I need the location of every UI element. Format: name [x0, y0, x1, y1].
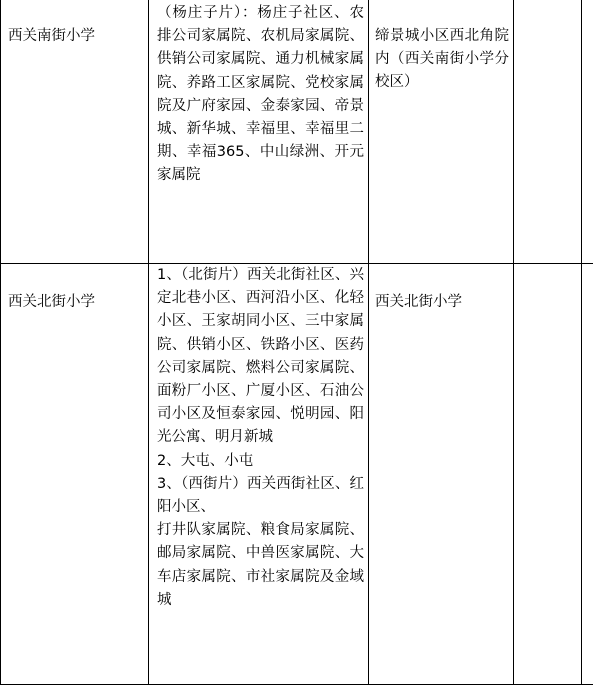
enrollment-area-text: [149, 264, 368, 612]
enrollment-area-cell: [149, 0, 369, 264]
enrollment-area-text: [149, 0, 368, 188]
empty-cell: [582, 0, 593, 264]
empty-cell: [514, 0, 582, 264]
school-name-cell: [1, 264, 149, 685]
school-location-cell: [369, 0, 514, 264]
school-location: 西关北街小学: [369, 264, 513, 314]
school-name: 西关北街小学: [1, 264, 148, 314]
area-paragraph: （杨庄子片）：杨庄子社区、农排公司家属院、农机局家属院、供销公司家属院、通力机械家属院、养路工区家属院、党校家属院及广府家园、金泰家园、帝景城、新华城、幸福里、幸福里二期、幸福365、中山绿洲、开元家属院: [157, 2, 364, 188]
school-name-cell: [1, 0, 149, 264]
school-location-cell: [369, 264, 514, 685]
empty-cell: [582, 264, 593, 685]
table-row: [1, 264, 593, 685]
empty-cell: [514, 264, 582, 685]
area-paragraph: 3、（西街片）西关西街社区、红阳小区、: [157, 473, 364, 519]
enrollment-area-cell: [149, 264, 369, 685]
area-paragraph: 1、（北街片）西关北街社区、兴定北巷小区、西河沿小区、化轻小区、王家胡同小区、三中家属院、供销小区、铁路小区、医药公司家属院、燃料公司家属院、面粉厂小区、广厦小区、石油公司小区及恒泰家园、悦明园、阳光公寓、明月新城: [157, 264, 364, 450]
school-location: 缔景城小区西北角院内（西关南街小学分校区）: [369, 0, 513, 95]
table-row: [1, 0, 593, 264]
area-paragraph: 2、大屯、小屯: [157, 450, 364, 473]
school-name: 西关南街小学: [1, 0, 148, 48]
area-paragraph: 打井队家属院、粮食局家属院、邮局家属院、中兽医家属院、大车店家属院、市社家属院及金域城: [157, 519, 364, 612]
